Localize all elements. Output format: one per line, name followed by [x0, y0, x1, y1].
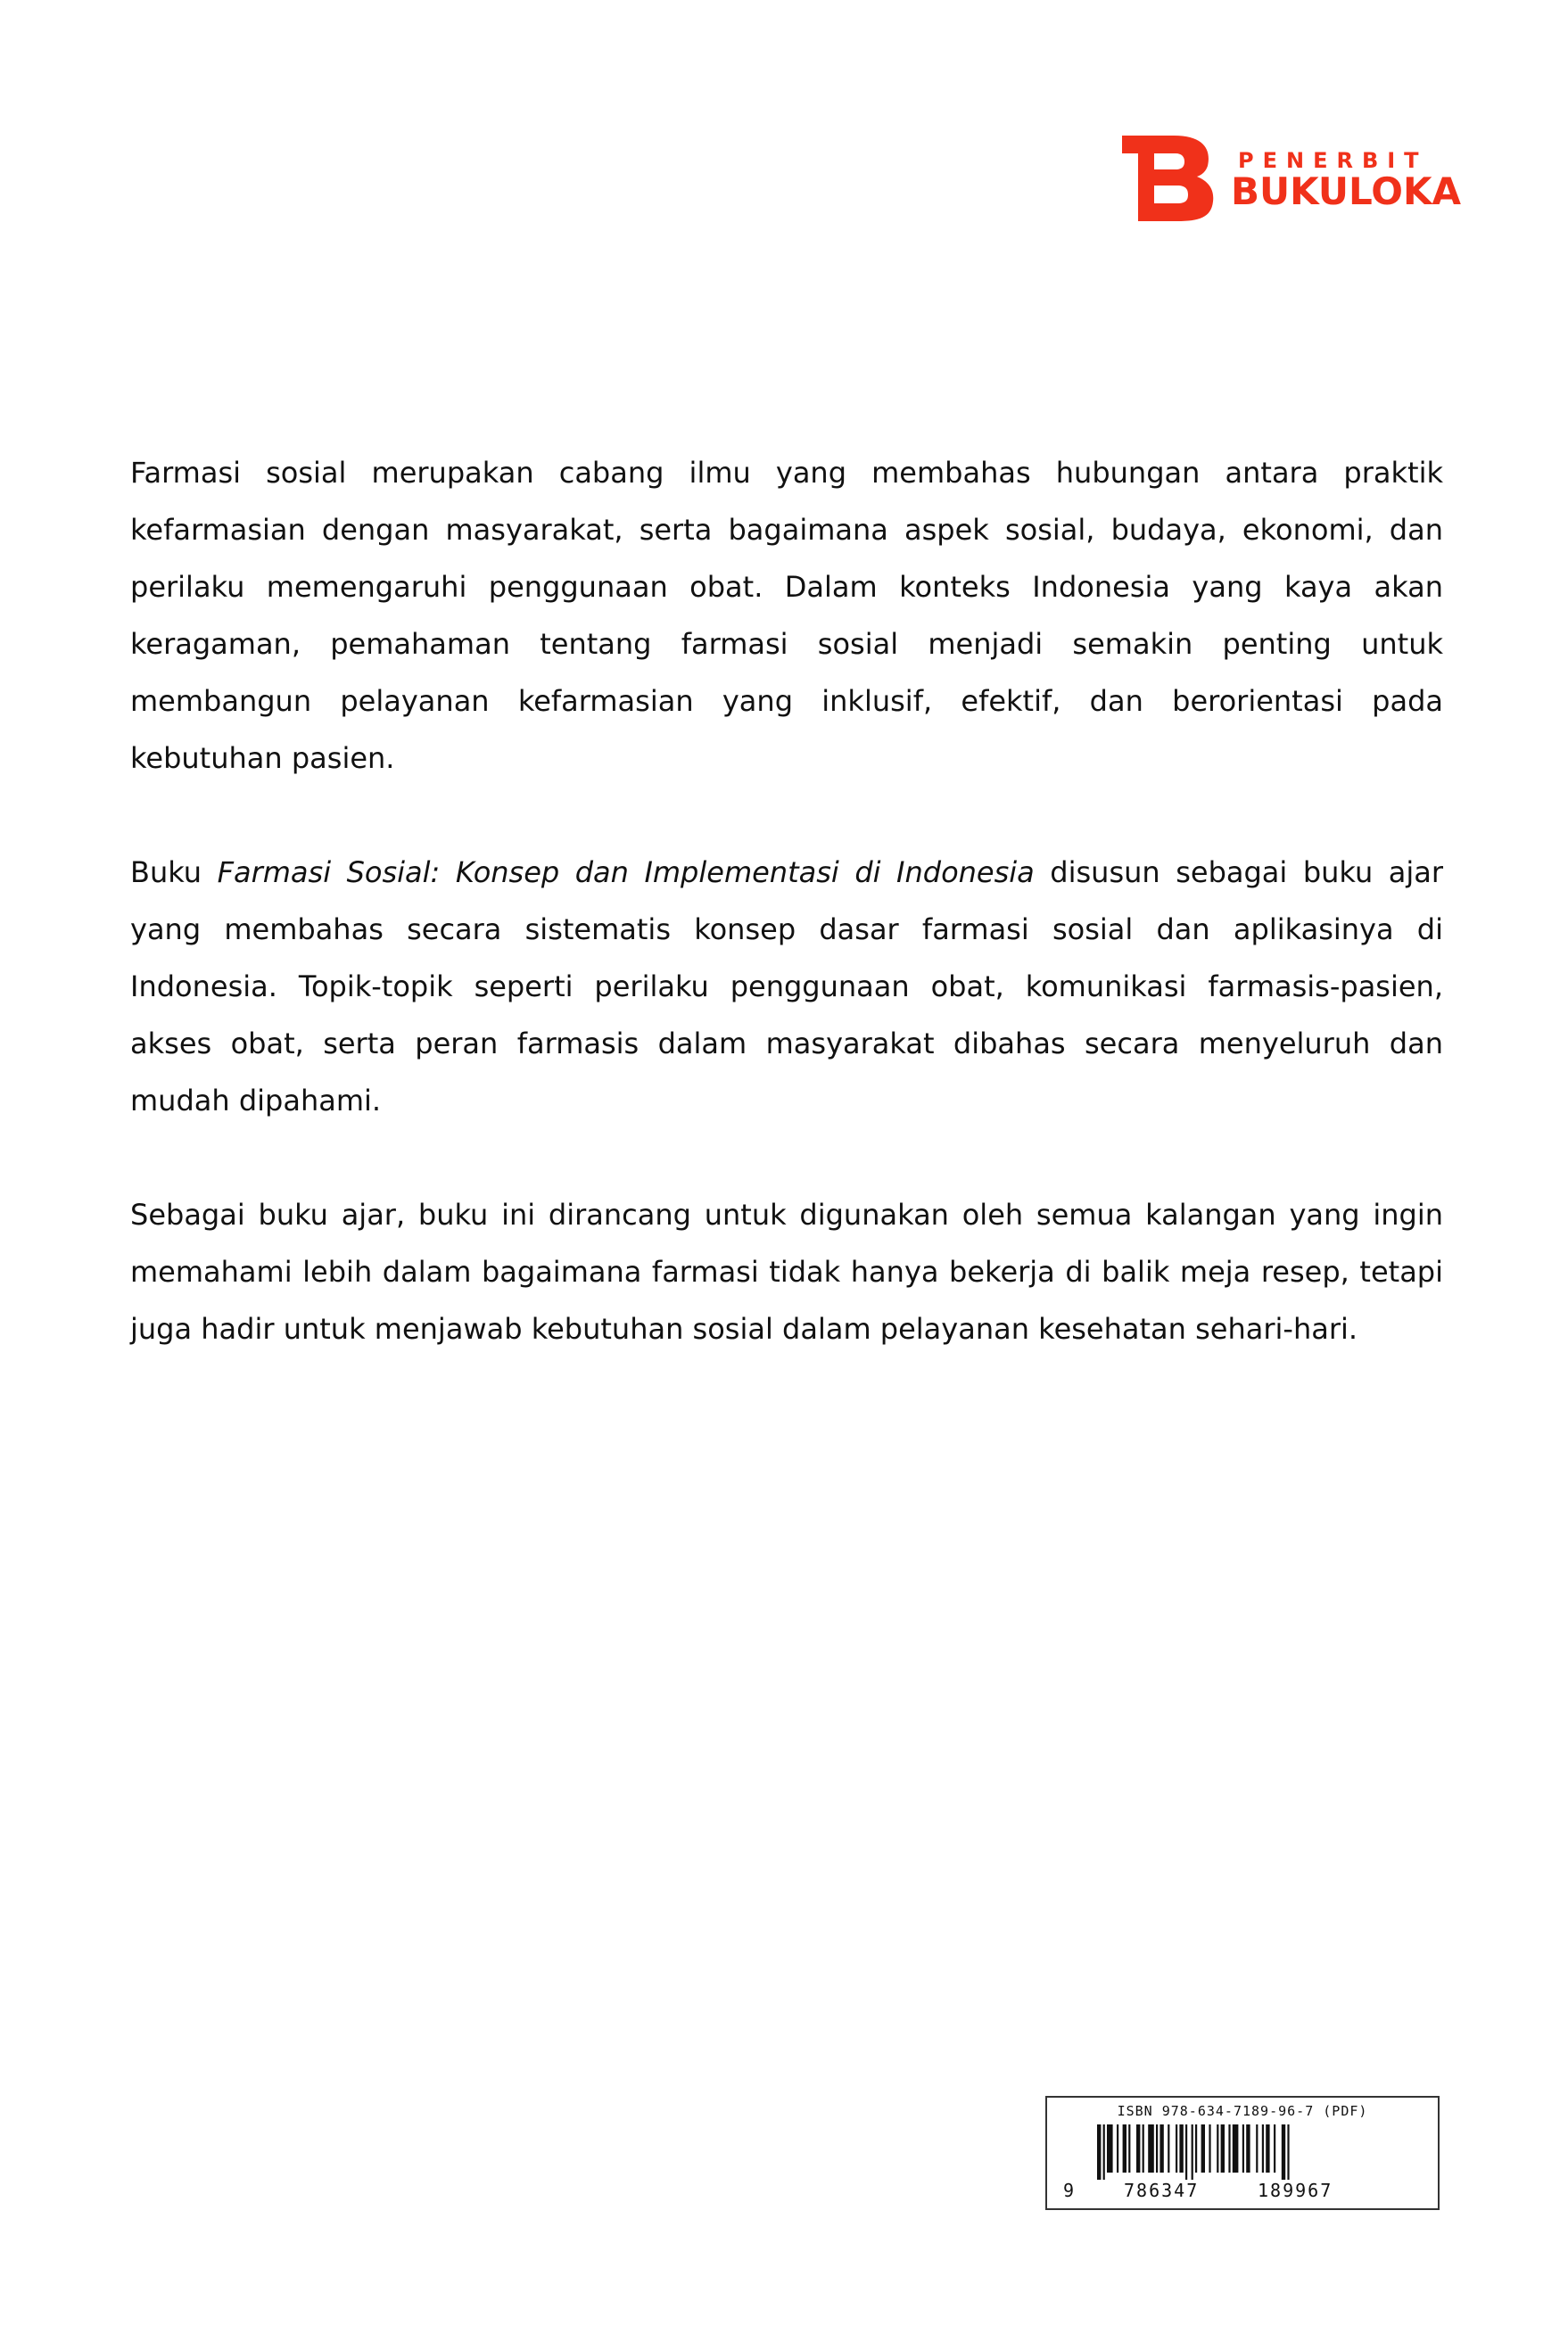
barcode-bar: [1233, 2124, 1239, 2173]
publisher-logo: [1122, 132, 1462, 221]
barcode-bar: [1287, 2124, 1289, 2180]
barcode-bar: [1246, 2124, 1250, 2173]
letter-b-logo-icon: [1122, 132, 1229, 221]
paragraph-closing: Sebagai buku ajar, buku ini dirancang untuk digunakan oleh semua kalangan yang ingin memahami lebih dalam bagaimana farmasi tidak hanya bekerja di balik meja resep, tetapi juga hadir untuk menjawab kebutuhan sosial dalam pelayanan kesehatan sehari-hari.: [130, 1198, 1443, 1346]
isbn-barcode-box: [1045, 2096, 1440, 2210]
paragraph-intro: Farmasi sosial merupakan cabang ilmu yang membahas hubungan antara praktik kefarmasian dengan masyarakat, serta bagaimana aspek sosial, budaya, ekonomi, dan perilaku memengaruhi penggunaan obat. Dalam konteks Indonesia yang kaya akan keragaman, pemahaman tentang farmasi sosial menjadi semakin penting untuk membangun pelayanan kefarmasian yang inklusif, efektif, dan berorientasi pada kebutuhan pasien.: [130, 456, 1443, 775]
barcode-bar: [1209, 2124, 1210, 2173]
barcode-bar: [1117, 2124, 1118, 2173]
barcode-bar: [1168, 2124, 1169, 2173]
barcode-bar: [1128, 2124, 1130, 2173]
barcode-bar: [1123, 2124, 1126, 2173]
blurb-content: [130, 444, 1443, 1415]
barcode-bar: [1242, 2124, 1244, 2173]
barcode-bar: [1159, 2124, 1163, 2173]
isbn-number: ISBN 978-634-7189-96-7 (PDF): [1117, 2103, 1368, 2119]
barcode-bar: [1274, 2124, 1275, 2173]
book-title: Farmasi Sosial: Konsep dan Implementasi di Indonesia: [217, 855, 1035, 889]
barcode-bar: [1282, 2124, 1285, 2180]
barcode-image: [1097, 2124, 1391, 2180]
barcode-digits-right: 189967: [1258, 2180, 1333, 2201]
barcode-digit-first: 9: [1063, 2180, 1075, 2201]
barcode-bar: [1156, 2124, 1158, 2173]
barcode-bar: [1103, 2124, 1105, 2180]
barcode-bar: [1185, 2124, 1187, 2180]
barcode-bar: [1228, 2124, 1230, 2173]
barcode-bar: [1266, 2124, 1269, 2173]
paragraph-book-description: [130, 844, 1443, 1129]
barcode-bar: [1256, 2124, 1258, 2173]
barcode-bar: [1179, 2124, 1183, 2173]
barcode-bar: [1262, 2124, 1264, 2173]
barcode-bar: [1143, 2124, 1144, 2173]
barcode-bar: [1148, 2124, 1154, 2173]
barcode-bar: [1195, 2124, 1197, 2173]
barcode-bar: [1192, 2124, 1193, 2180]
publisher-label: PENERBIT: [1238, 148, 1428, 173]
barcode-bar: [1136, 2124, 1140, 2173]
barcode-bar: [1176, 2124, 1177, 2173]
barcode-bar: [1201, 2124, 1205, 2173]
barcode-bar: [1221, 2124, 1225, 2173]
barcode-bar: [1107, 2124, 1113, 2173]
barcode-digits-left: 786347: [1124, 2180, 1200, 2201]
publisher-name: BUKULOKA: [1231, 169, 1462, 213]
barcode-bar: [1217, 2124, 1218, 2173]
barcode-bar: [1097, 2124, 1101, 2180]
paragraph-lead: Buku: [130, 855, 218, 889]
paragraph-rest: disusun sebagai buku ajar yang membahas secara sistematis konsep dasar farmasi sosial dan aplikasinya di Indonesia. Topik-topik seperti perilaku penggunaan obat, komunikasi farmasis-pasien, akses obat, serta peran farmasis dalam masyarakat dibahas secara menyeluruh dan mudah dipahami.: [130, 855, 1444, 1118]
